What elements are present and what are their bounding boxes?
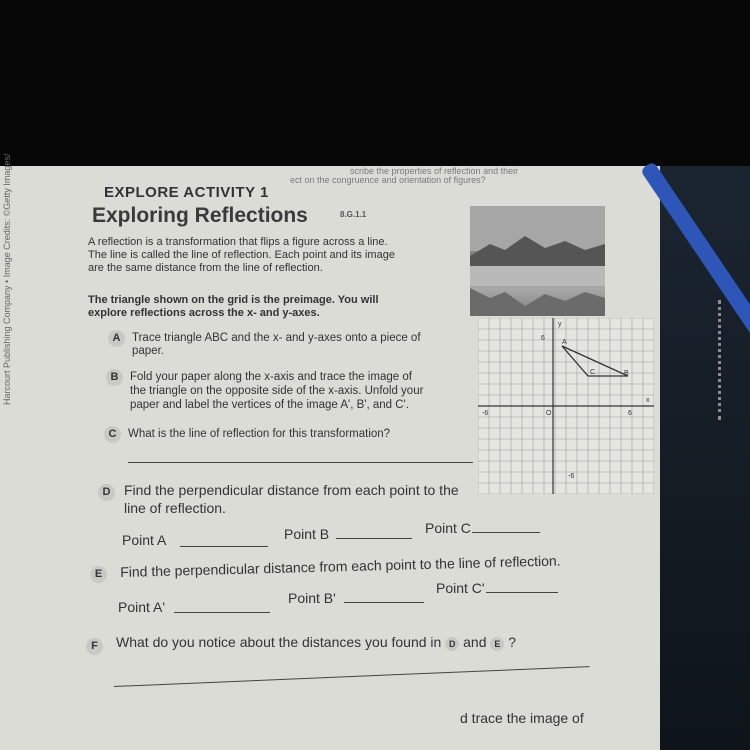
point-a-answer-line[interactable] bbox=[180, 546, 268, 547]
step-a-line1: Trace triangle ABC and the x- and y-axes onto a piece of bbox=[132, 332, 421, 344]
point-b-answer-line[interactable] bbox=[336, 538, 412, 539]
landscape-photo bbox=[470, 206, 605, 316]
instructions-line2: explore reflections across the x- and y-axes. bbox=[88, 307, 320, 319]
cut-question-line2: ect on the congruence and orientation of figures? bbox=[290, 175, 486, 185]
y-tick-6: 6 bbox=[541, 335, 545, 342]
point-c-prime-label: Point C' bbox=[436, 580, 485, 596]
ref-e-badge: E bbox=[490, 637, 504, 651]
step-d-line1: Find the perpendicular distance from each point to the bbox=[124, 482, 459, 498]
step-b-line2: the triangle on the opposite side of the x-axis. Unfold your bbox=[130, 385, 424, 397]
dark-background-top bbox=[0, 0, 750, 166]
step-a-badge: A bbox=[108, 330, 125, 347]
question-mark: ? bbox=[508, 634, 517, 650]
intro-line3: are the same distance from the line of reflection. bbox=[88, 262, 323, 274]
y-tick-neg6: -6 bbox=[568, 473, 575, 480]
ref-d-badge: D bbox=[445, 637, 459, 651]
step-e-badge: E bbox=[90, 566, 107, 583]
step-c-question: What is the line of reflection for this transformation? bbox=[128, 428, 391, 440]
origin-label: O bbox=[546, 410, 552, 417]
step-f-text: What do you notice about the distances you found in bbox=[116, 634, 442, 650]
step-a-line2: paper. bbox=[132, 345, 164, 357]
point-b-prime-answer-line[interactable] bbox=[344, 602, 424, 603]
step-d-line2: line of reflection. bbox=[124, 500, 226, 516]
step-f-badge: F bbox=[86, 638, 103, 655]
step-d-badge: D bbox=[98, 484, 115, 501]
point-a-prime-label: Point A' bbox=[118, 599, 166, 615]
bottom-cut-text: d trace the image of bbox=[460, 710, 584, 726]
point-b-label: Point B bbox=[284, 526, 330, 542]
step-b-line1: Fold your paper along the x-axis and trace the image of bbox=[130, 371, 412, 383]
vertex-a-label: A bbox=[562, 339, 567, 346]
x-axis-label: x bbox=[646, 397, 650, 404]
intro-line2: The line is called the line of reflection. Each point and its image bbox=[88, 249, 395, 261]
standard-badge: 8.G.1.1 bbox=[340, 210, 367, 219]
step-c-answer-line[interactable] bbox=[128, 462, 473, 463]
x-tick-neg6: -6 bbox=[482, 410, 489, 417]
y-axis-label: y bbox=[558, 321, 562, 328]
step-b-line3: paper and label the vertices of the image A', B', and C'. bbox=[130, 399, 409, 411]
page-title: Exploring Reflections bbox=[92, 204, 308, 227]
step-f-answer-line[interactable] bbox=[114, 666, 590, 687]
point-b-prime-label: Point B' bbox=[288, 590, 336, 606]
point-a-prime-answer-line[interactable] bbox=[174, 612, 270, 613]
step-e-line1: Find the perpendicular distance from each point to the line of reflection. bbox=[120, 552, 561, 580]
vertex-c-label: C bbox=[590, 369, 596, 376]
point-a-label: Point A bbox=[122, 532, 167, 548]
point-c-label: Point C bbox=[425, 520, 471, 536]
step-b-badge: B bbox=[106, 369, 123, 386]
x-tick-6: 6 bbox=[628, 410, 632, 417]
step-c-badge: C bbox=[104, 426, 121, 443]
explore-activity-label: EXPLORE ACTIVITY 1 bbox=[104, 184, 269, 201]
cut-question-line1: scribe the properties of reflection and their bbox=[350, 166, 519, 176]
and-word: and bbox=[463, 634, 487, 650]
instructions-line1: The triangle shown on the grid is the preimage. You will bbox=[88, 294, 379, 306]
point-c-answer-line[interactable] bbox=[472, 532, 540, 533]
intro-line1: A reflection is a transformation that flips a figure across a line. bbox=[88, 236, 388, 248]
step-f-question bbox=[116, 634, 516, 651]
point-c-prime-answer-line[interactable] bbox=[486, 592, 558, 593]
coordinate-grid bbox=[478, 318, 654, 499]
vertex-b-label: B bbox=[624, 370, 629, 377]
image-credit-sidebar: Harcourt Publishing Company • Image Credits: ©Getty Images/ bbox=[2, 153, 12, 405]
